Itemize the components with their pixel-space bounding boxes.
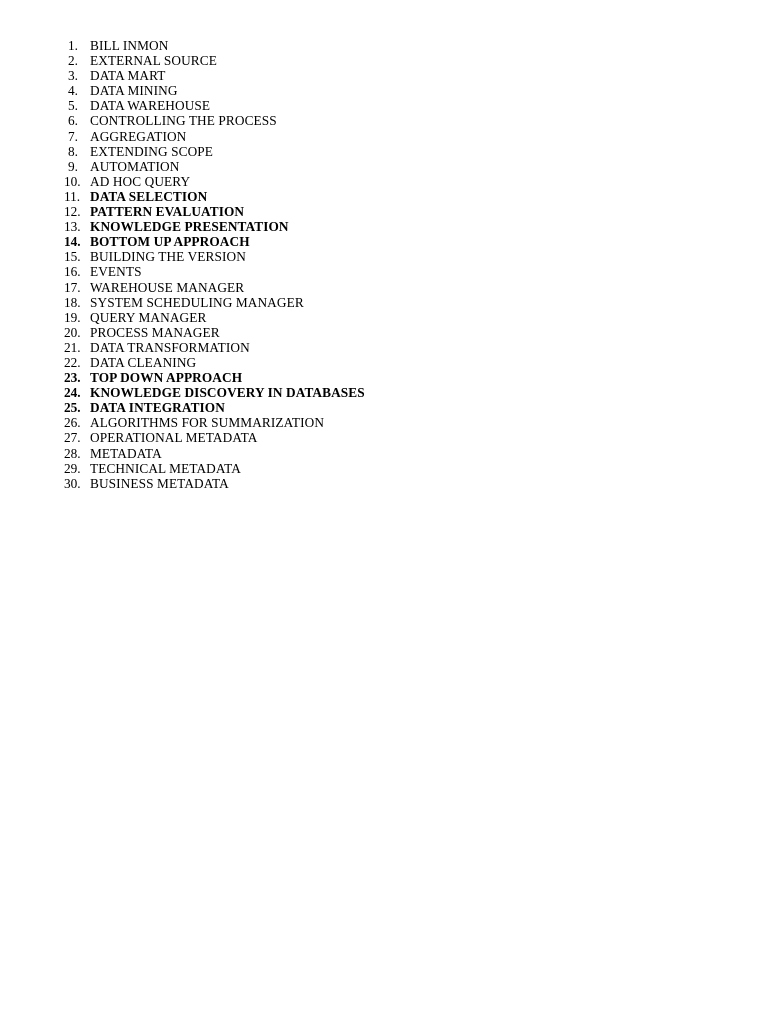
list-item-text: CONTROLLING THE PROCESS: [90, 113, 277, 129]
list-item-text: AUTOMATION: [90, 158, 180, 174]
list-item-number: 10.: [64, 173, 81, 189]
list-item-text: BUILDING THE VERSION: [90, 249, 246, 265]
list-item-number: 14.: [64, 234, 81, 250]
list-item-text: SYSTEM SCHEDULING MANAGER: [90, 294, 304, 310]
list-item: [64, 325, 365, 340]
list-item-text: DATA CLEANING: [90, 354, 197, 370]
numbered-term-list: [64, 38, 365, 491]
list-item: [64, 264, 365, 279]
list-item-text: DATA MART: [90, 68, 166, 84]
list-item-text: PATTERN EVALUATION: [90, 204, 245, 220]
list-item: [64, 234, 365, 249]
list-item-number: 29.: [64, 460, 81, 476]
list-item-text: DATA SELECTION: [90, 188, 208, 204]
list-item-text: BOTTOM UP APPROACH: [90, 234, 250, 250]
list-item: [64, 189, 365, 204]
list-item: [64, 174, 365, 189]
list-item-text: EXTENDING SCOPE: [90, 143, 214, 159]
list-item-text: KNOWLEDGE DISCOVERY IN DATABASES: [90, 385, 365, 401]
list-item: [64, 280, 365, 295]
list-item: [64, 415, 365, 430]
list-item: [64, 370, 365, 385]
list-item: [64, 83, 365, 98]
list-item: [64, 385, 365, 400]
list-item-number: 11.: [64, 188, 81, 204]
list-item-number: 28.: [64, 445, 81, 461]
list-item-text: DATA INTEGRATION: [90, 400, 225, 416]
list-item: [64, 295, 365, 310]
list-item: [64, 461, 365, 476]
list-item-number: 21.: [64, 339, 81, 355]
list-item-number: 26.: [64, 415, 81, 431]
list-item: [64, 219, 365, 234]
list-item-number: 22.: [64, 354, 81, 370]
list-item-number: 13.: [64, 219, 81, 235]
list-item-number: 27.: [64, 430, 81, 446]
list-item-text: TOP DOWN APPROACH: [90, 370, 243, 386]
list-item-number: 9.: [68, 158, 78, 174]
list-item-number: 20.: [64, 324, 81, 340]
list-item-number: 15.: [64, 249, 81, 265]
list-item-number: 18.: [64, 294, 81, 310]
list-item-number: 2.: [68, 53, 78, 69]
list-item: [64, 400, 365, 415]
list-item: [64, 129, 365, 144]
list-item-text: OPERATIONAL METADATA: [90, 430, 258, 446]
list-item-text: QUERY MANAGER: [90, 309, 207, 325]
list-item: [64, 38, 365, 53]
list-item-number: 12.: [64, 204, 81, 220]
list-item-text: PROCESS MANAGER: [90, 324, 220, 340]
list-item: [64, 98, 365, 113]
list-item: [64, 446, 365, 461]
list-item-number: 30.: [64, 475, 81, 491]
list-item-text: EXTERNAL SOURCE: [90, 53, 217, 69]
list-item-number: 6.: [68, 113, 78, 129]
list-item: [64, 310, 365, 325]
list-item-number: 4.: [68, 83, 78, 99]
list-item-text: DATA WAREHOUSE: [90, 98, 211, 114]
list-item-text: METADATA: [90, 445, 162, 461]
list-item-number: 3.: [68, 68, 78, 84]
list-item: [64, 204, 365, 219]
list-item-text: DATA TRANSFORMATION: [90, 339, 250, 355]
list-item-text: AGGREGATION: [90, 128, 187, 144]
list-item-number: 7.: [68, 128, 78, 144]
list-item: [64, 476, 365, 491]
list-item-number: 8.: [68, 143, 78, 159]
list-item-number: 24.: [64, 385, 81, 401]
list-item-text: BUSINESS METADATA: [90, 475, 229, 491]
list-item: [64, 68, 365, 83]
list-item-number: 17.: [64, 279, 81, 295]
list-item-number: 23.: [64, 370, 81, 386]
list-item-number: 1.: [68, 38, 78, 53]
list-item-number: 25.: [64, 400, 81, 416]
list-item-text: KNOWLEDGE PRESENTATION: [90, 219, 289, 235]
list-item-text: BILL INMON: [90, 38, 169, 53]
list-item: [64, 53, 365, 68]
list-item: [64, 249, 365, 264]
list-item: [64, 430, 365, 445]
list-item: [64, 340, 365, 355]
list-item-text: DATA MINING: [90, 83, 178, 99]
list-item-number: 5.: [68, 98, 78, 114]
list-item-text: WAREHOUSE MANAGER: [90, 279, 245, 295]
list-item: [64, 113, 365, 128]
list-item: [64, 355, 365, 370]
list-item-text: AD HOC QUERY: [90, 173, 191, 189]
list-item-number: 16.: [64, 264, 81, 280]
list-item-text: TECHNICAL METADATA: [90, 460, 241, 476]
list-item-text: EVENTS: [90, 264, 142, 280]
list-item-number: 19.: [64, 309, 81, 325]
list-item: [64, 159, 365, 174]
list-item-text: ALGORITHMS FOR SUMMARIZATION: [90, 415, 325, 431]
list-item: [64, 144, 365, 159]
